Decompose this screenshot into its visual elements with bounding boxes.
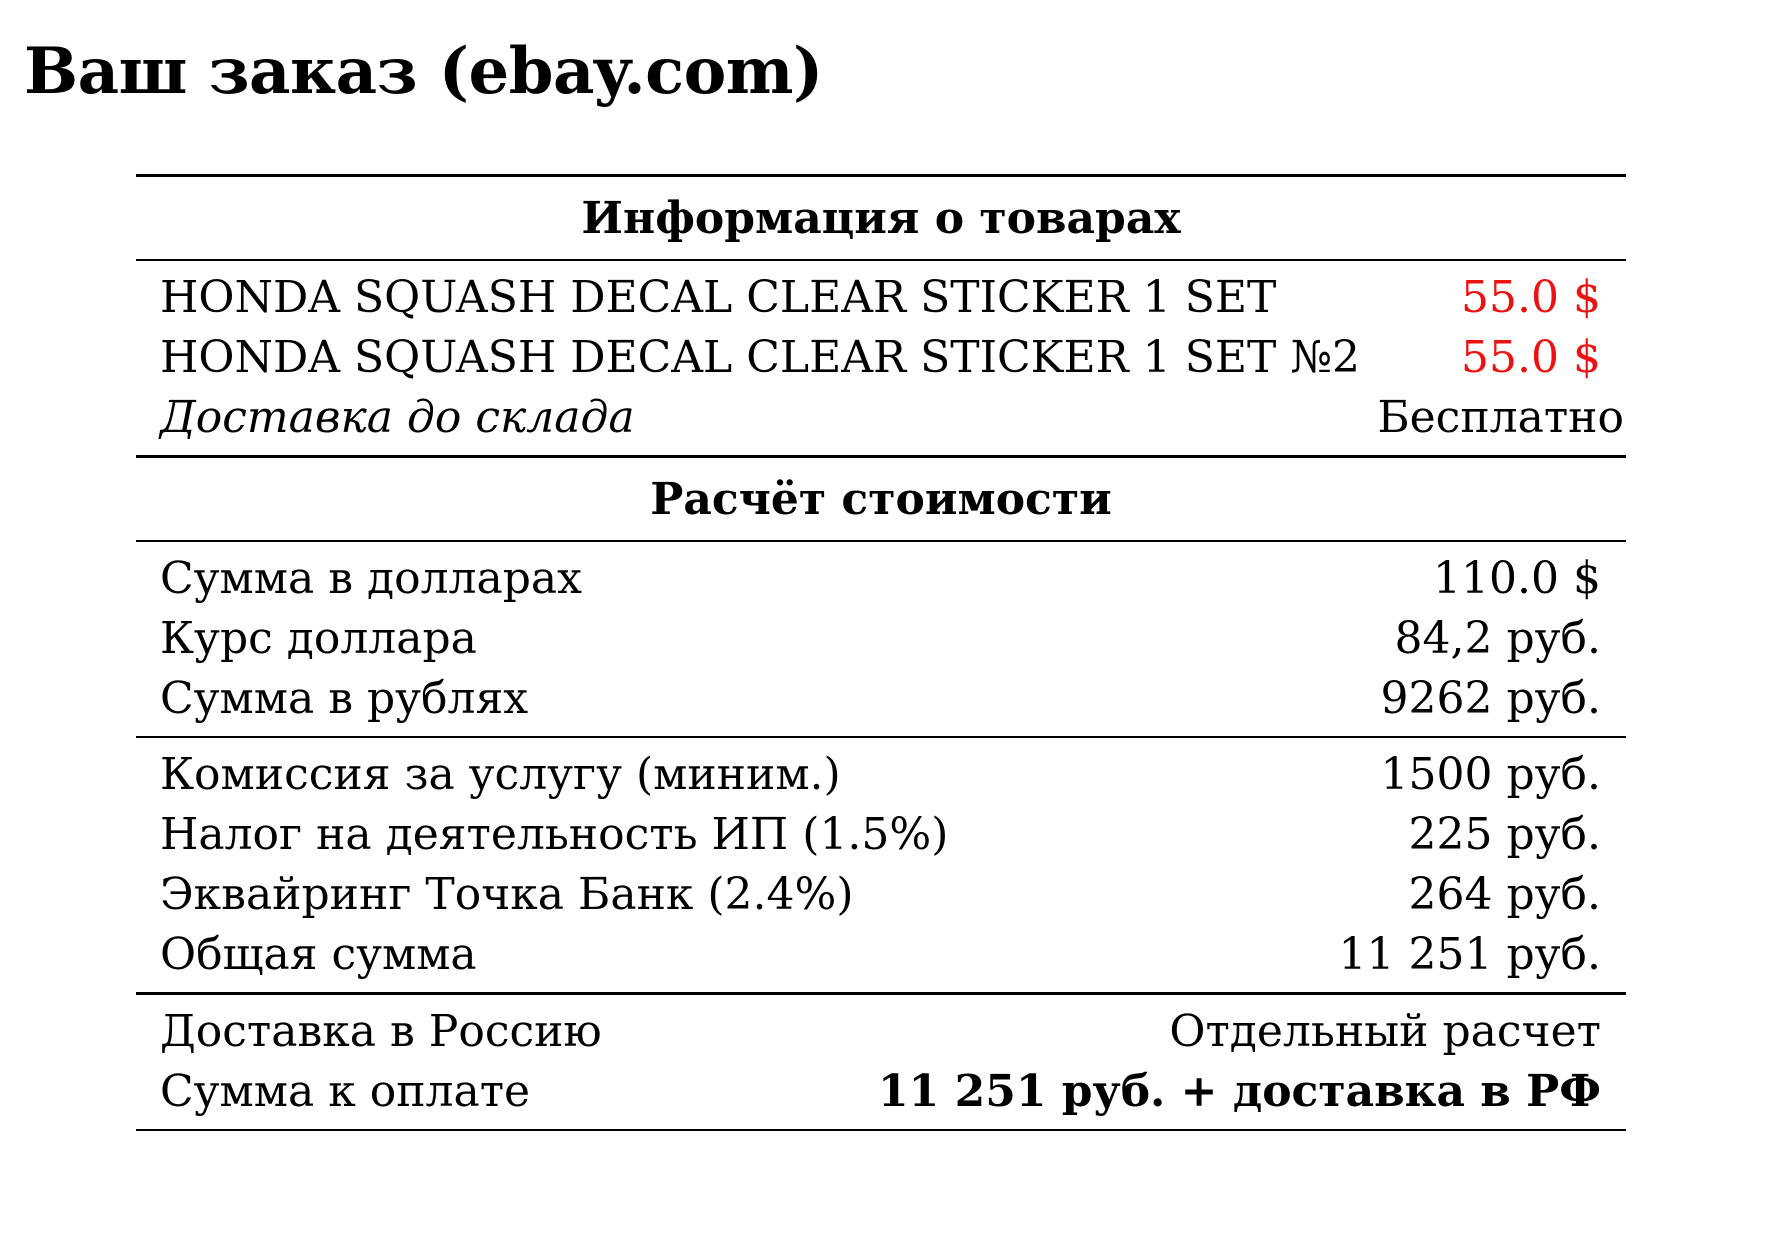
product-price: 55.0 $ — [1461, 271, 1601, 323]
product-name: HONDA SQUASH DECAL CLEAR STICKER 1 SET — [160, 271, 1277, 323]
acquiring-row — [136, 864, 1626, 924]
russia-delivery-label: Доставка в Россию — [160, 1005, 602, 1057]
service-fee-label: Комиссия за услугу (миним.) — [160, 748, 841, 800]
total-label: Общая сумма — [160, 928, 477, 980]
service-fee-value: 1500 руб. — [1380, 748, 1601, 800]
usd-sum-row — [136, 548, 1626, 608]
final-list — [136, 995, 1626, 1129]
amount-due-value: 11 251 руб. + доставка в РФ — [878, 1065, 1601, 1117]
warehouse-delivery-label: Доставка до склада — [160, 391, 635, 443]
warehouse-delivery-value: Бесплатно — [1377, 391, 1624, 443]
russia-delivery-value: Отдельный расчет — [1169, 1005, 1601, 1057]
products-section-header: Информация о товарах — [581, 192, 1181, 244]
acquiring-label: Эквайринг Точка Банк (2.4%) — [160, 868, 854, 920]
product-name: HONDA SQUASH DECAL CLEAR STICKER 1 SET №2 — [160, 331, 1360, 383]
amount-due-row — [136, 1061, 1626, 1121]
russia-delivery-row — [136, 1001, 1626, 1061]
fees-list — [136, 738, 1626, 992]
products-list — [136, 261, 1626, 455]
table-bottom-rule — [136, 1129, 1626, 1131]
conversion-list — [136, 542, 1626, 736]
exchange-rate-label: Курс доллара — [160, 612, 477, 664]
acquiring-value: 264 руб. — [1408, 868, 1601, 920]
usd-sum-label: Сумма в долларах — [160, 552, 582, 604]
rub-sum-value: 9262 руб. — [1380, 672, 1601, 724]
warehouse-delivery-row — [136, 387, 1626, 447]
tax-label: Налог на деятельность ИП (1.5%) — [160, 808, 949, 860]
usd-sum-value: 110.0 $ — [1433, 552, 1601, 604]
calculation-section-header: Расчёт стоимости — [650, 473, 1112, 525]
tax-value: 225 руб. — [1408, 808, 1601, 860]
rub-sum-label: Сумма в рублях — [160, 672, 529, 724]
service-fee-row — [136, 744, 1626, 804]
rub-sum-row — [136, 668, 1626, 728]
product-row — [136, 267, 1626, 327]
tax-row — [136, 804, 1626, 864]
exchange-rate-row — [136, 608, 1626, 668]
amount-due-label: Сумма к оплате — [160, 1065, 531, 1117]
product-price: 55.0 $ — [1461, 331, 1601, 383]
product-row — [136, 327, 1626, 387]
page-title: Ваш заказ (ebay.com) — [24, 34, 823, 109]
exchange-rate-value: 84,2 руб. — [1394, 612, 1601, 664]
order-summary-table — [136, 174, 1626, 1131]
total-value: 11 251 руб. — [1338, 928, 1601, 980]
total-row — [136, 924, 1626, 984]
